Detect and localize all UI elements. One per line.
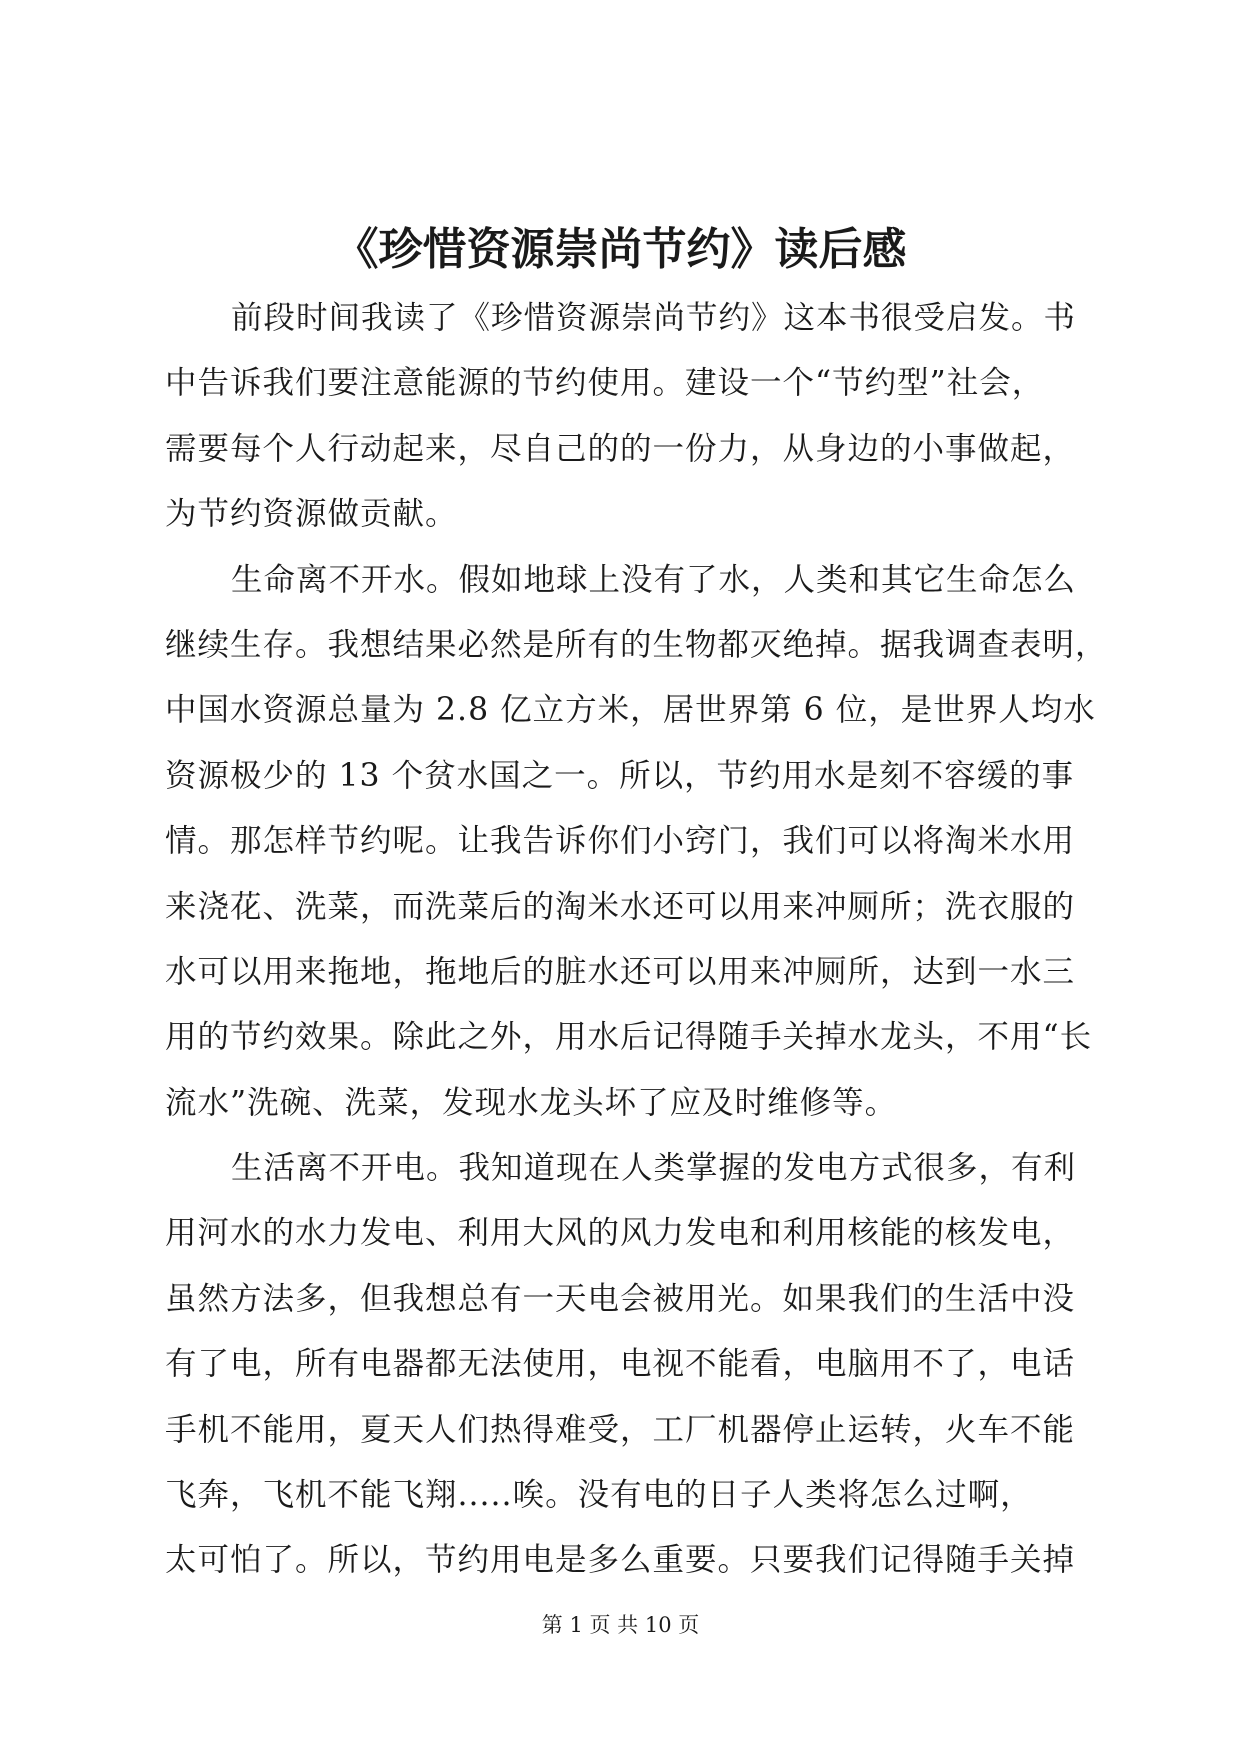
text-line: 需要每个人行动起来，尽自己的的一份力，从身边的小事做起， [165,430,1076,467]
text-line: 飞奔，飞机不能飞翔.....唉。没有电的日子人类将怎么过啊， [165,1477,1033,1514]
page-footer: 第 1 页 共 10 页 [541,1613,700,1637]
text-line: 来浇花、洗菜，而洗菜后的淘米水还可以用来冲厕所；洗衣服的 [165,888,1076,925]
text-line: 情。那怎样节约呢。让我告诉你们小窍门，我们可以将淘米水用 [165,823,1076,860]
text-line: 手机不能用，夏天人们热得难受，工厂机器停止运转，火车不能 [165,1411,1076,1448]
paragraph-3 [165,1143,1080,1601]
text-line: 流水”洗碗、洗菜，发现水龙头坏了应及时维修等。 [165,1084,898,1121]
paragraph-2 [165,555,1108,1144]
document-title: 《珍惜资源崇尚节约》读后感 [334,224,907,275]
text-line: 继续生存。我想结果必然是所有的生物都灭绝掉。据我调查表明， [165,626,1108,663]
text-line: 中国水资源总量为 2.8 亿立方米，居世界第 6 位，是世界人均水 [165,692,1096,729]
text-line: 生命离不开水。假如地球上没有了水，人类和其它生命怎么 [231,561,1077,598]
text-line: 虽然方法多，但我想总有一天电会被用光。如果我们的生活中没 [165,1280,1076,1317]
document-body [165,293,1108,1601]
text-line: 前段时间我读了《珍惜资源崇尚节约》这本书很受启发。书 [231,300,1077,336]
text-line: 中告诉我们要注意能源的节约使用。建设一个“节约型”社会， [165,365,1045,402]
text-line: 为节约资源做贡献。 [165,496,458,533]
text-line: 有了电，所有电器都无法使用，电视不能看，电脑用不了，电话 [165,1346,1076,1383]
text-line: 水可以用来拖地，拖地后的脏水还可以用来冲厕所，达到一水三 [165,953,1076,990]
text-line: 用的节约效果。除此之外，用水后记得随手关掉水龙头，不用“长 [165,1019,1093,1056]
text-line: 用河水的水力发电、利用大风的风力发电和利用核能的核发电， [165,1215,1076,1252]
text-line: 资源极少的 13 个贫水国之一。所以，节约用水是刻不容缓的事 [165,757,1075,794]
text-line: 生活离不开电。我知道现在人类掌握的发电方式很多，有利 [231,1150,1077,1187]
text-line: 太可怕了。所以，节约用电是多么重要。只要我们记得随手关掉 [165,1542,1076,1579]
paragraph-1 [165,293,1080,555]
